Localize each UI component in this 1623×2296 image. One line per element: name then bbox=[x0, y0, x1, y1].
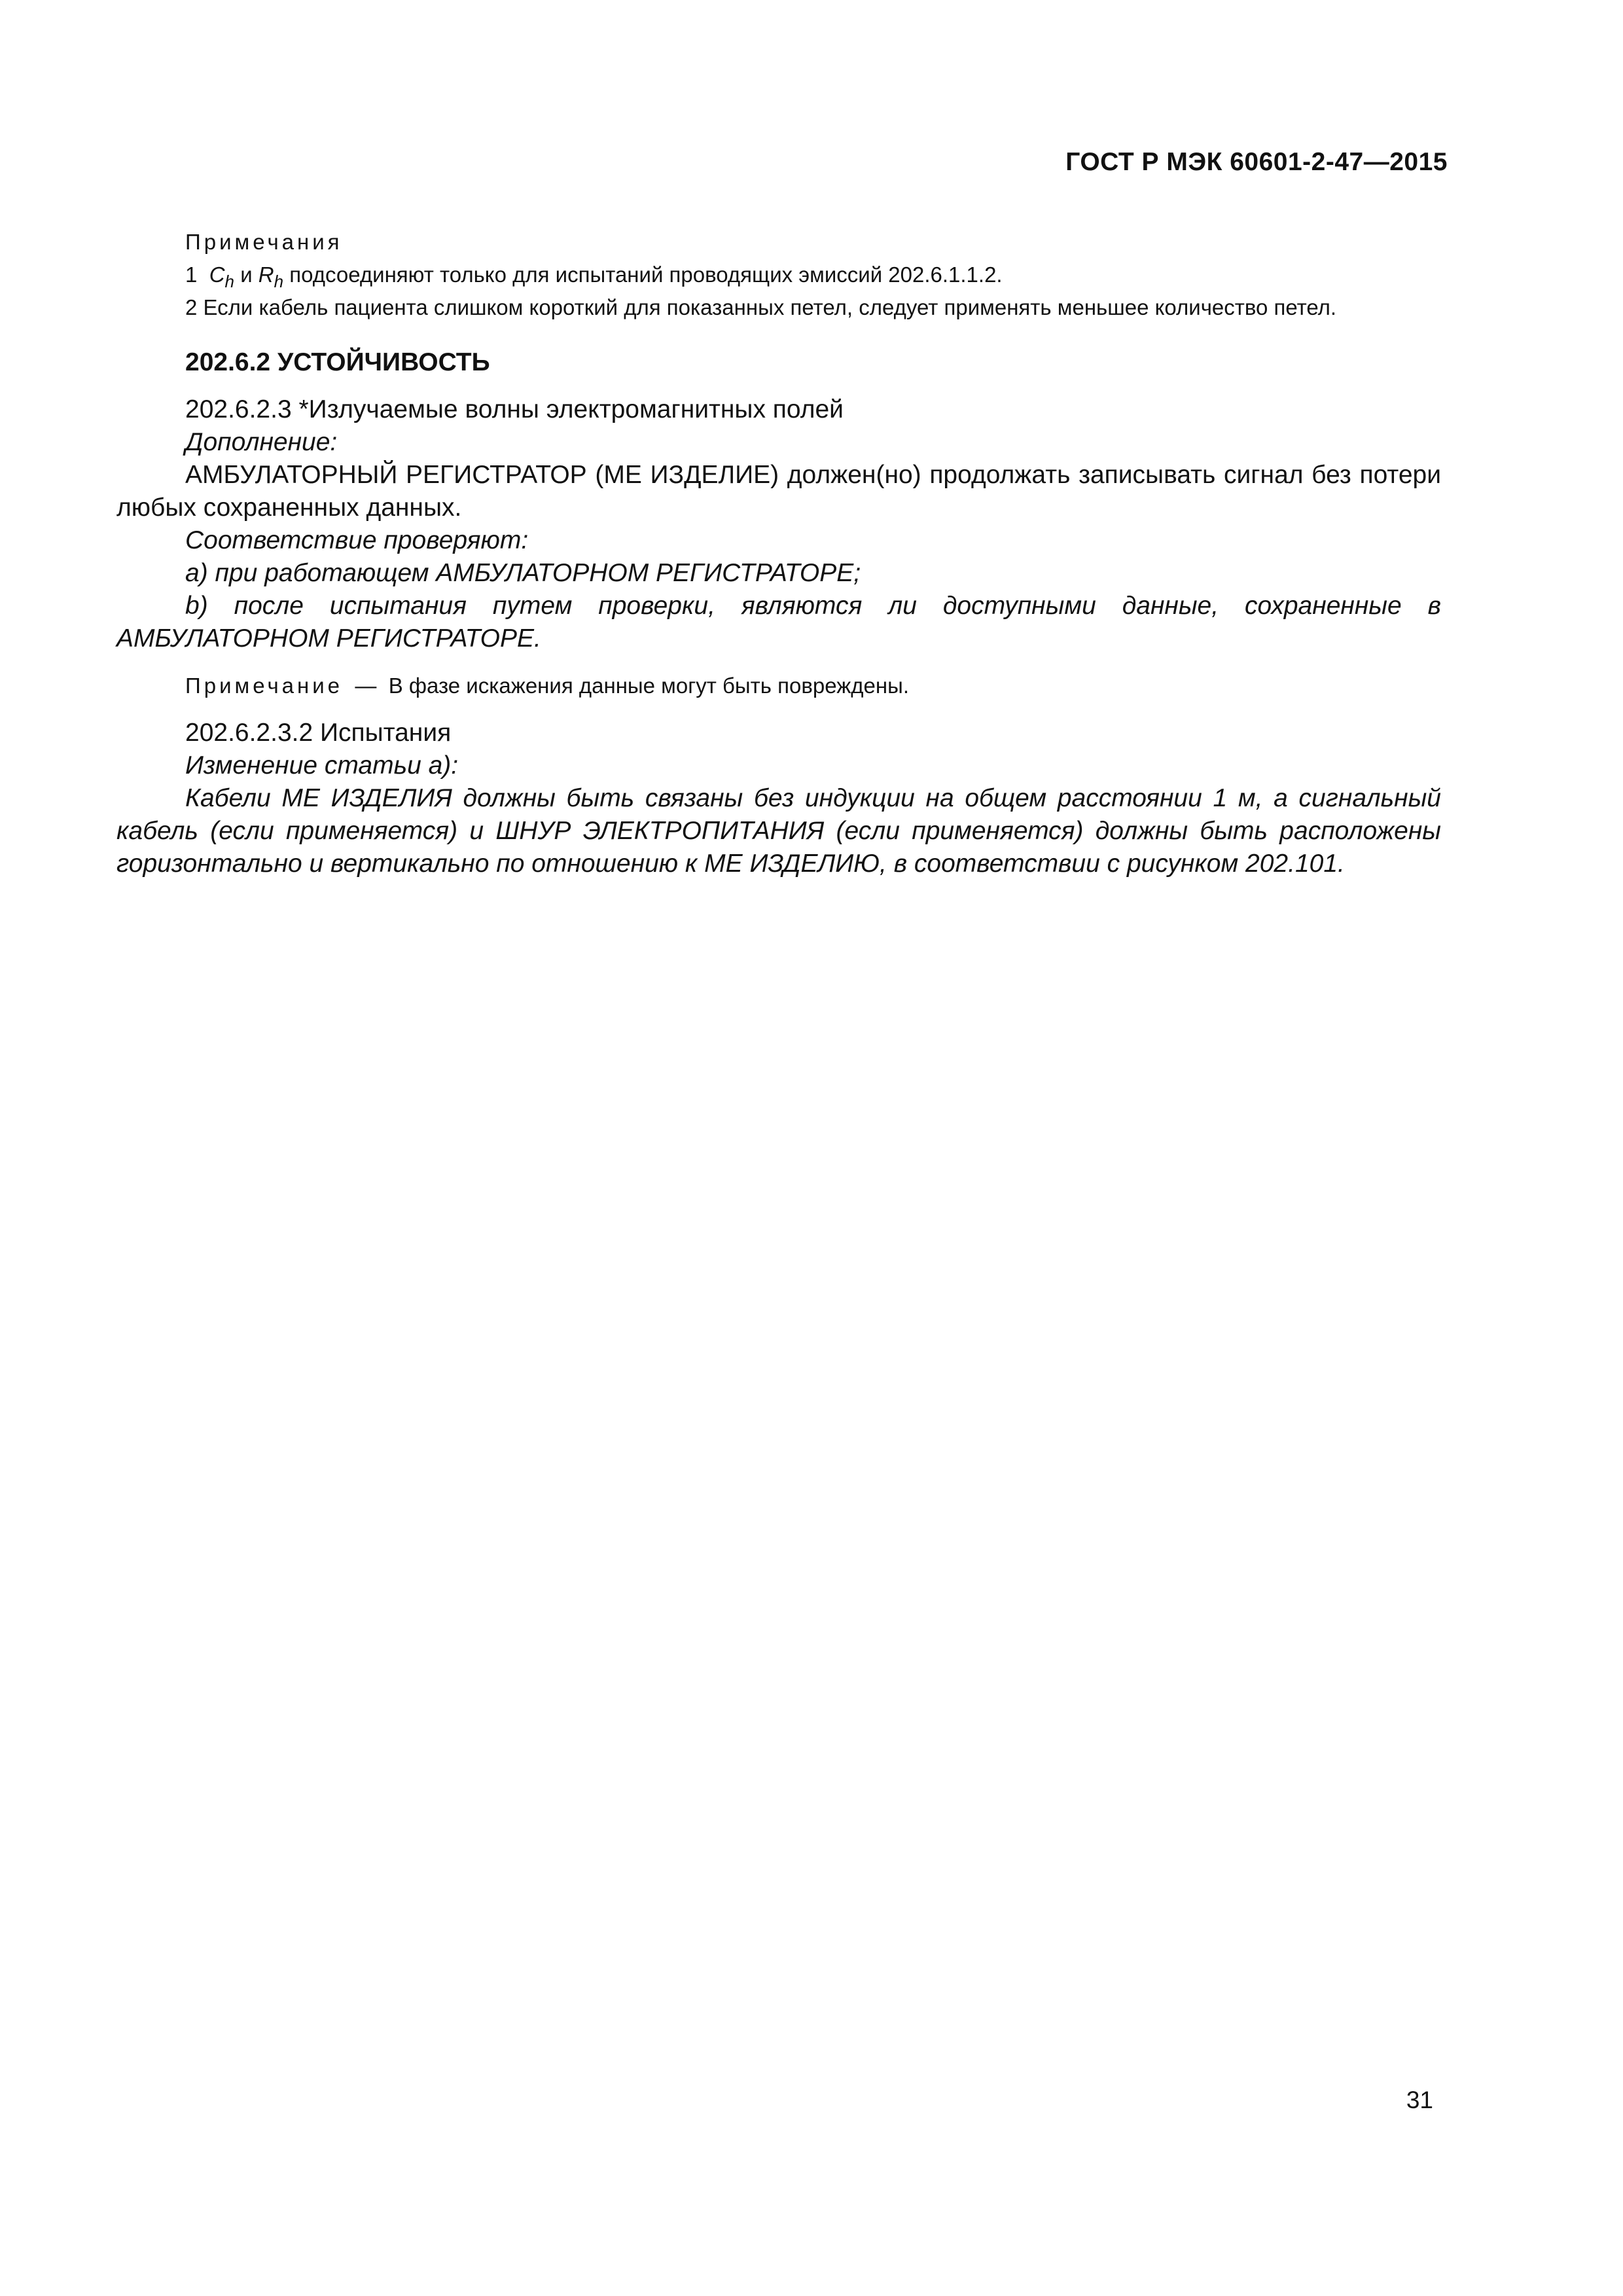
standard-code-header: ГОСТ Р МЭК 60601-2-47—2015 bbox=[1065, 148, 1448, 176]
note-text: В фазе искажения данные могут быть повреждены. bbox=[388, 673, 910, 698]
compliance-item-b: b) после испытания путем проверки, являются ли доступными данные, сохраненные в АМБУЛАТОРНОМ РЕГИСТРАТОРЕ. bbox=[116, 592, 1441, 653]
change-label: Изменение статьи а): bbox=[185, 751, 459, 780]
tests-heading: 202.6.2.3.2 Испытания bbox=[185, 719, 452, 747]
compliance-item-a: a) при работающем АМБУЛАТОРНОМ РЕГИСТРАТОРЕ; bbox=[185, 559, 861, 587]
note-line bbox=[116, 670, 1441, 702]
note-1-number: 1 bbox=[185, 262, 198, 287]
compliance-label: Соответствие проверяют: bbox=[185, 526, 529, 554]
note-2: 2 Если кабель пациента слишком короткий для показанных петел, следует применять меньшее количество петел. bbox=[185, 295, 1337, 319]
note-1 bbox=[116, 259, 1441, 291]
note-label: Примечание bbox=[185, 673, 344, 698]
note-1-text: подсоединяют только для испытаний проводящих эмиссий 202.6.1.1.2. bbox=[289, 262, 1003, 287]
variable-r-h: $R_h$ bbox=[258, 262, 284, 291]
page-content bbox=[116, 226, 1441, 880]
variable-c-h: $C_h$ bbox=[209, 262, 235, 291]
note-1-conjunction: и bbox=[240, 262, 253, 287]
subsection-title: 202.6.2.3 *Излучаемые волны электромагнитных полей bbox=[185, 395, 844, 423]
change-text: Кабели МЕ ИЗДЕЛИЯ должны быть связаны без индукции на общем расстоянии 1 м, а сигнальный кабель (если применяется) и ШНУР ЭЛЕКТРОПИТАНИЯ (если применяется) должны быть расположены горизонтально и вертикально по отношению к МЕ ИЗДЕЛИЮ, в соответствии с рисунком 202.101. bbox=[116, 784, 1441, 878]
notes-title: Примечания bbox=[185, 230, 343, 254]
section-heading: 202.6.2 УСТОЙЧИВОСТЬ bbox=[185, 348, 490, 376]
note-dash: — bbox=[355, 673, 377, 698]
addition-text: АМБУЛАТОРНЫЙ РЕГИСТРАТОР (МЕ ИЗДЕЛИЕ) должен(но) продолжать записывать сигнал без потери любых сохраненных данных. bbox=[116, 461, 1441, 522]
page-number: 31 bbox=[1406, 2087, 1433, 2113]
addition-label: Дополнение: bbox=[185, 428, 338, 456]
